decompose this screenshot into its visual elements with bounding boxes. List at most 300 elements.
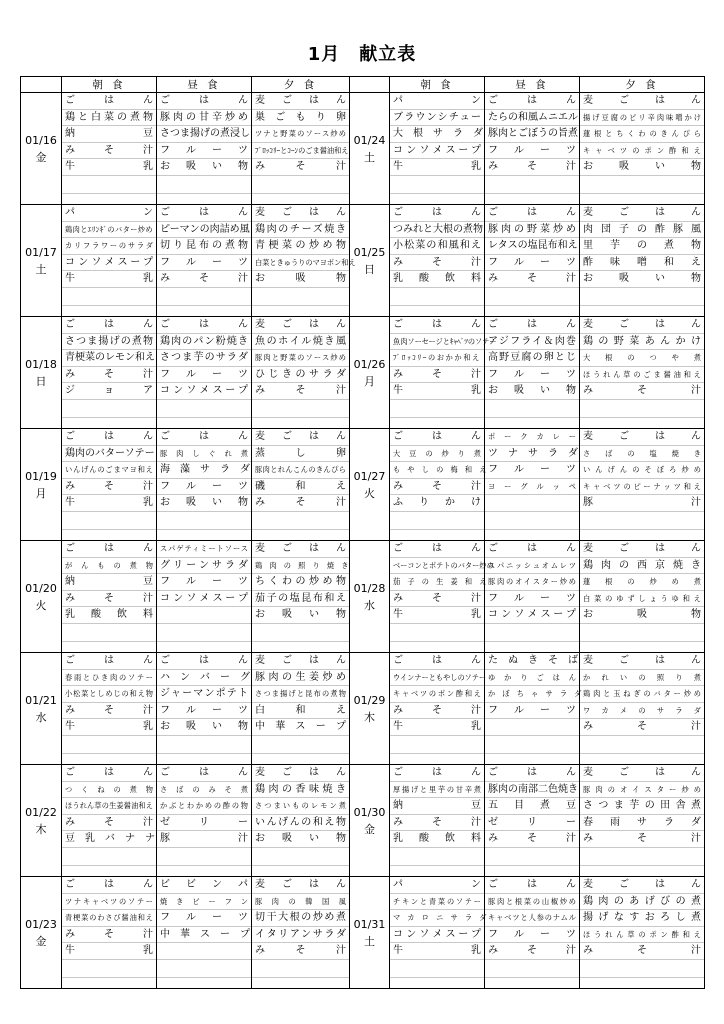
menu-item: ポ ー ク カ レ ー [485,429,579,446]
menu-item [485,495,579,512]
menu-item: ご は ん [485,317,579,334]
menu-item: たらの和風ムニエル [485,110,579,127]
blank-line [390,176,484,194]
blank-line [62,176,156,194]
header-lunch: 昼 食 [485,77,580,93]
menu-item: 豚肉の野菜炒め [485,222,579,239]
dinner-cell [252,877,350,989]
menu-item [157,943,251,960]
menu-body [21,93,705,989]
menu-item: 牛 乳 [390,719,484,736]
header-row [21,77,705,93]
menu-item: み そ 汁 [390,815,484,832]
menu-item: ご は ん [62,541,156,558]
menu-item: 小松菜としめじの和え物 [62,686,156,703]
menu-item: 豚 肉 の 韓 国 風 [252,894,349,911]
menu-item: ご は ん [390,541,484,558]
menu-item: み そ 汁 [485,271,579,288]
menu-item: 鶏と白菜の煮物 [62,110,156,127]
menu-item: 鶏肉のパン粉焼き [157,334,251,351]
menu-item: 鶏肉のバターソテー [62,446,156,463]
menu-item: 麦 ご は ん [580,541,704,558]
menu-item: ご は ん [485,93,579,110]
menu-item: ビ ビ ン パ [157,877,251,894]
menu-item: カリフラワーのサラダ [62,238,156,255]
weekday-label: 木 [364,710,375,724]
day-row [21,93,705,205]
date-label: 01/28 [353,581,386,595]
date-label: 01/22 [25,805,57,819]
date-cell [21,653,62,765]
lunch-cell [157,653,252,765]
menu-item: ご は ん [485,205,579,222]
weekday-label: 日 [364,262,375,276]
menu-item: スパゲティミートソース [157,541,251,558]
menu-item: 麦 ご は ん [580,877,704,894]
menu-item: さつま揚げの煮浸し [157,126,251,143]
menu-item: み そ 汁 [580,831,704,848]
date-label: 01/20 [25,581,57,595]
date-label: 01/19 [25,469,57,483]
menu-item: お 吸 い 物 [157,495,251,512]
date-cell [21,429,62,541]
date-cell [350,541,390,653]
blank-line [157,736,251,754]
dinner-cell [252,541,350,653]
menu-table [20,76,705,989]
menu-item: さつま揚げと昆布の煮物 [252,686,349,703]
menu-item: み そ 汁 [62,815,156,832]
breakfast-cell [62,541,157,653]
menu-item: 白菜ときゅうりのマヨポン和え [252,255,349,272]
menu-item: ﾌﾞﾛｯｺﾘｰのおかか和え [390,350,484,367]
menu-item: み そ 汁 [580,383,704,400]
menu-item: ジャーマンポテト [157,686,251,703]
menu-item: み そ 汁 [62,591,156,608]
dinner-cell [580,653,705,765]
menu-item: ふ り か け [390,495,484,512]
blank-line [157,288,251,306]
menu-item [485,719,579,736]
menu-item: 牛 乳 [390,383,484,400]
day-row [21,317,705,429]
day-row [21,653,705,765]
menu-item: お 吸 い 物 [252,831,349,848]
menu-item: み そ 汁 [580,719,704,736]
menu-item: さつま芋のサラダ [157,350,251,367]
menu-item: み そ 汁 [485,159,579,176]
menu-item: 白菜のゆずしょうゆ和え [580,591,704,608]
menu-item: コンソメスープ [62,255,156,272]
menu-item: フ ル ー ツ [157,367,251,384]
day-row [21,429,705,541]
menu-item: フ ル ー ツ [157,255,251,272]
menu-item: か れ い の 照 り 煮 [580,670,704,687]
menu-item: フ ル ー ツ [485,703,579,720]
date-label: 01/18 [25,357,57,371]
menu-item: 鶏肉とｴﾘﾝｷﾞのバター炒め [62,222,156,239]
menu-item: 乳 酸 飲 料 [390,831,484,848]
header-lunch: 昼 食 [157,77,252,93]
menu-item: 鶏肉の西京焼き [580,558,704,575]
menu-item: ほうれん草のポン酢和え [580,927,704,944]
blank-line [580,960,704,978]
lunch-cell [157,877,252,989]
menu-item: さ ば の み そ 煮 [157,782,251,799]
menu-item: キャベツと人参のナムル [485,910,579,927]
menu-item: さ ば の 塩 焼 き [580,446,704,463]
menu-item: ご は ん [485,765,579,782]
blank-line [580,624,704,642]
menu-item: レタスの塩昆布和え [485,238,579,255]
menu-item: 牛 乳 [62,159,156,176]
header-corner-right [350,77,390,93]
menu-item: ワ カ メ の サ ラ ダ [580,703,704,720]
menu-item: 豚肉の南部二色焼き [485,782,579,799]
menu-item: 麦 ご は ん [252,205,349,222]
blank-line [252,960,349,978]
menu-item: ご は ん [390,765,484,782]
menu-item: ご は ん [390,205,484,222]
menu-item: み そ 汁 [390,591,484,608]
menu-item: お 吸 い 物 [485,383,579,400]
blank-line [252,400,349,418]
menu-item: 麦 ご は ん [252,429,349,446]
menu-item: 春 雨 サ ラ ダ [580,815,704,832]
blank-line [390,848,484,866]
lunch-cell [157,93,252,205]
date-cell [350,317,390,429]
dinner-cell [580,877,705,989]
menu-item: フ ル ー ツ [485,462,579,479]
weekday-label: 木 [35,822,47,836]
weekday-label: 金 [35,150,47,164]
menu-item: み そ 汁 [252,159,349,176]
menu-item: フ ル ー ツ [485,255,579,272]
menu-item: お 吸 い 物 [157,719,251,736]
date-label: 01/30 [353,805,386,819]
menu-item: ご は ん [157,429,251,446]
blank-line [62,400,156,418]
menu-item: 茄子の塩昆布和え [252,591,349,608]
menu-item: 乳 酸 飲 料 [62,607,156,624]
menu-item: グリーンサラダ [157,558,251,575]
menu-item: 牛 乳 [62,495,156,512]
blank-line [485,288,579,306]
menu-item: 厚揚げと里芋の甘辛煮 [390,782,484,799]
blank-line [157,400,251,418]
weekday-label: 土 [364,934,375,948]
menu-item: 白 和 え [252,703,349,720]
menu-item: コンソメスープ [390,927,484,944]
menu-item: 鶏肉の香味焼き [252,782,349,799]
date-cell [21,205,62,317]
menu-item: ご は ん [390,429,484,446]
menu-item: 春雨とひき肉のソテー [62,670,156,687]
menu-item: 磯 和 え [252,479,349,496]
menu-item: さつまいものレモン煮 [252,798,349,815]
menu-item: フ ル ー ツ [157,479,251,496]
blank-line [390,624,484,642]
breakfast-cell [62,93,157,205]
date-label: 01/25 [353,245,386,259]
menu-item: ご は ん [62,653,156,670]
dinner-cell [580,765,705,877]
menu-item: 巣 ご も り 卵 [252,110,349,127]
menu-item: ご は ん [62,93,156,110]
menu-item: ちくわの炒め物 [252,574,349,591]
menu-item: ヨ ー グ ル ッ ペ [485,479,579,496]
header-dinner: 夕 食 [580,77,705,93]
menu-item: パ ン [390,877,484,894]
dinner-cell [580,93,705,205]
breakfast-cell [62,205,157,317]
blank-line [390,400,484,418]
lunch-cell [485,877,580,989]
breakfast-cell [390,877,485,989]
blank-line [62,512,156,530]
breakfast-cell [390,765,485,877]
menu-item: ほうれん草の生姜醤油和え [62,798,156,815]
date-cell [350,653,390,765]
menu-item: み そ 汁 [485,831,579,848]
blank-line [580,736,704,754]
menu-item: パ ン [62,205,156,222]
blank-line [157,624,251,642]
menu-item: 中 華 ス ー プ [157,927,251,944]
menu-item: 鶏肉のあげびの煮 [580,894,704,911]
menu-item: さつま揚げの煮物 [62,334,156,351]
menu-item: 肉団子の酢豚風 [580,222,704,239]
menu-item: 揚げ豆腐のピリ辛肉味噌かけ [580,110,704,127]
lunch-cell [157,317,252,429]
menu-item: ご は ん [485,541,579,558]
menu-item: いんげんのそぼろ炒め [580,462,704,479]
lunch-cell [485,93,580,205]
date-cell [350,877,390,989]
menu-item: 牛 乳 [390,943,484,960]
date-cell [350,93,390,205]
menu-item: 豚肉と根菜の山椒炒め [485,894,579,911]
blank-line [485,848,579,866]
menu-item: ハ ン バ ー グ [157,670,251,687]
weekday-label: 火 [364,486,375,500]
menu-item: 中 華 ス ー プ [252,719,349,736]
header-breakfast: 朝 食 [390,77,485,93]
blank-line [485,176,579,194]
menu-item: 麦 ご は ん [252,765,349,782]
breakfast-cell [390,653,485,765]
menu-item: 豚 汁 [580,495,704,512]
menu-item: ひじきのサラダ [252,367,349,384]
menu-item [157,607,251,624]
breakfast-cell [62,877,157,989]
menu-item: ご は ん [157,205,251,222]
blank-line [390,288,484,306]
menu-item: イタリアンサラダ [252,927,349,944]
day-row [21,541,705,653]
lunch-cell [485,653,580,765]
menu-item: ウインナーともやしのソテー [390,670,484,687]
menu-item: 麦 ご は ん [252,93,349,110]
menu-item: 牛 乳 [62,943,156,960]
menu-item: み そ 汁 [580,943,704,960]
menu-item: み そ 汁 [485,943,579,960]
menu-item: お 吸 物 [252,271,349,288]
menu-item: 鶏 肉 の 照 り 焼 き [252,558,349,575]
blank-line [485,960,579,978]
header-dinner: 夕 食 [252,77,350,93]
blank-line [390,960,484,978]
dinner-cell [252,93,350,205]
blank-line [252,512,349,530]
menu-item: お 吸 い 物 [580,159,704,176]
date-cell [21,541,62,653]
menu-item: コンソメスープ [157,591,251,608]
menu-item: ゆ か り ご は ん [485,670,579,687]
date-label: 01/17 [25,245,57,259]
weekday-label: 金 [364,822,375,836]
blank-line [62,288,156,306]
menu-item: ベーコンとポテトのバター炒め [390,558,484,575]
menu-item: ご は ん [62,877,156,894]
blank-line [485,400,579,418]
lunch-cell [157,205,252,317]
menu-item: 小松菜の和風和え [390,238,484,255]
blank-line [252,736,349,754]
menu-item: フ ル ー ツ [485,927,579,944]
menu-item: ご は ん [390,653,484,670]
menu-item: 切り昆布の煮物 [157,238,251,255]
weekday-label: 月 [364,374,375,388]
menu-item: み そ 汁 [252,943,349,960]
menu-item: つみれと大根の煮物 [390,222,484,239]
blank-line [485,512,579,530]
day-row [21,765,705,877]
blank-line [62,960,156,978]
menu-item: ジ ョ ア [62,383,156,400]
menu-item: み そ 汁 [252,495,349,512]
date-label: 01/29 [353,693,386,707]
menu-item: 蓮根とちくわのきんぴら [580,126,704,143]
menu-item: キャベツのピーナッツ和え [580,479,704,496]
lunch-cell [157,541,252,653]
menu-item: 青梗菜のレモン和え [62,350,156,367]
blank-line [252,288,349,306]
menu-item: 酢 味 噌 和 え [580,255,704,272]
menu-item: 豚肉のオイスター炒め [485,574,579,591]
menu-item: 豚肉の甘辛炒め [157,110,251,127]
menu-item: 豚肉の生姜炒め [252,670,349,687]
menu-item: ﾌﾞﾛｯｺﾘｰとｺｰﾝのごま醤油和え [252,143,349,160]
menu-item: 豚肉とごぼうの旨煮 [485,126,579,143]
menu-item: ピーマンの肉詰め風 [157,222,251,239]
menu-item: 五 目 煮 豆 [485,798,579,815]
blank-line [390,512,484,530]
date-label: 01/27 [353,469,386,483]
breakfast-cell [62,765,157,877]
weekday-label: 土 [364,150,375,164]
menu-item: 大 根 サ ラ ダ [390,126,484,143]
menu-item: フ ル ー ツ [485,591,579,608]
dinner-cell [580,429,705,541]
menu-item: 牛 乳 [390,607,484,624]
lunch-cell [485,765,580,877]
menu-item: 納 豆 [62,126,156,143]
menu-item: 鶏肉と玉ねぎのバター炒め [580,686,704,703]
day-row [21,205,705,317]
menu-item: み そ 汁 [390,255,484,272]
menu-item: ゼ リ ー [157,815,251,832]
menu-item: ご は ん [157,653,251,670]
menu-item: コンソメスープ [157,383,251,400]
menu-item: スパニッシュオムレツ [485,558,579,575]
blank-line [252,624,349,642]
menu-item: マ カ ロ ニ サ ラ ダ [390,910,484,927]
blank-line [157,848,251,866]
menu-item: み そ 汁 [62,927,156,944]
blank-line [580,512,704,530]
menu-item: ご は ん [157,317,251,334]
menu-item: 大 豆 の 炒 り 煮 [390,446,484,463]
menu-item: フ ル ー ツ [157,574,251,591]
menu-item: ツ ナ サ ラ ダ [485,446,579,463]
menu-item: 麦 ご は ん [580,93,704,110]
menu-item: ご は ん [62,317,156,334]
lunch-cell [157,429,252,541]
weekday-label: 日 [35,374,47,388]
menu-item: 海 藻 サ ラ ダ [157,462,251,479]
menu-item: 麦 ご は ん [580,429,704,446]
menu-item: 麦 ご は ん [252,541,349,558]
menu-item: 大 根 の つ や 煮 [580,350,704,367]
dinner-cell [252,653,350,765]
menu-item: 牛 乳 [390,159,484,176]
dinner-cell [252,765,350,877]
menu-item: フ ル ー ツ [157,703,251,720]
menu-item: チキンと青菜のソテー [390,894,484,911]
menu-item: ご は ん [62,765,156,782]
blank-line [157,512,251,530]
menu-item: 豚肉のオイスター炒め [580,782,704,799]
dinner-cell [580,205,705,317]
menu-item: ツナと野菜のソース炒め [252,126,349,143]
menu-item: 青梗菜の炒め物 [252,238,349,255]
menu-item: 里 芋 の 煮 物 [580,238,704,255]
menu-item: 青梗菜のわさび醤油和え [62,910,156,927]
date-cell [350,429,390,541]
date-label: 01/21 [25,693,57,707]
menu-item: 揚げなすおろし煮 [580,910,704,927]
menu-item: 魚肉ソーセージとｷｬﾍﾞﾂのソテー [390,334,484,351]
menu-item: み そ 汁 [62,703,156,720]
menu-item: ツナキャベツのソテー [62,894,156,911]
header-breakfast: 朝 食 [62,77,157,93]
lunch-cell [485,205,580,317]
menu-item: み そ 汁 [157,271,251,288]
menu-item: キャベツのポン酢和え [580,143,704,160]
lunch-cell [485,429,580,541]
menu-item: お 吸 物 [580,607,704,624]
dinner-cell [252,317,350,429]
blank-line [252,848,349,866]
blank-line [580,288,704,306]
menu-item: フ ル ー ツ [485,367,579,384]
menu-item: 麦 ご は ん [252,653,349,670]
menu-item: 茄 子 の 生 姜 和 え [390,574,484,591]
menu-item: ゼ リ ー [485,815,579,832]
menu-item: た ぬ き そ ば [485,653,579,670]
